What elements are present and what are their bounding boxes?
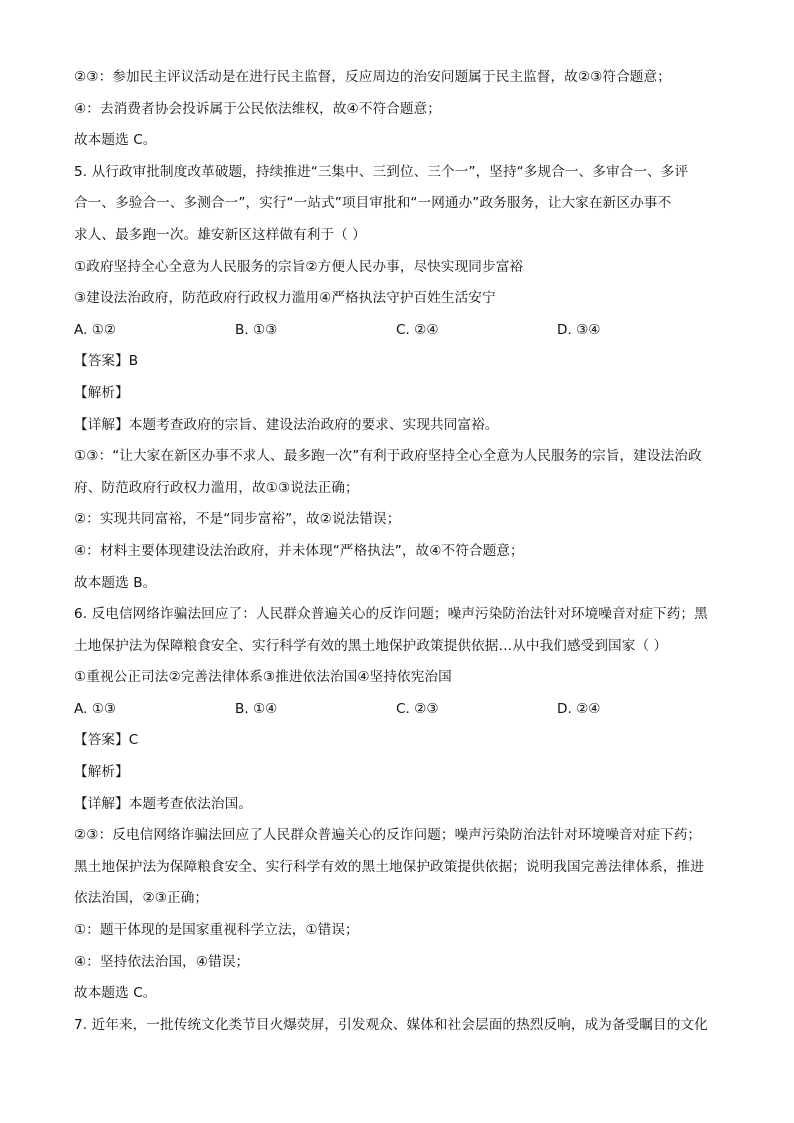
text-line: 故本题选 C。 [74, 132, 157, 149]
question-6-detail: ④：坚持依法治国，④错误； [74, 953, 250, 970]
question-5-stem: 5. 从行政审批制度改革破题，持续推进“三集中、三到位、三个一”，坚持“多规合一、多审合一、多评 [74, 163, 689, 180]
option-c: C. ②④ [396, 321, 439, 338]
question-6-stem: 土地保护法为保障粮食安全、实行科学有效的黑土地保护政策提供依据…从中我们感受到国家（ ） [74, 637, 668, 654]
question-6-detail: ①：题干体现的是国家重视科学立法，①错误； [74, 922, 359, 939]
option-d: D. ②④ [557, 700, 601, 717]
question-5-detail: 府、防范政府行政权力滥用，故①③说法正确； [74, 479, 359, 496]
question-6-detail: 依法治国，②③正确； [74, 890, 209, 907]
question-6-detail: 【详解】本题考查依法治国。 [74, 795, 253, 812]
question-5-choices: ①政府坚持全心全意为人民服务的宗旨②方便人民办事，尽快实现同步富裕 [74, 258, 524, 275]
question-6-detail: 故本题选 C。 [74, 985, 157, 1002]
option-b: B. ①③ [235, 321, 278, 338]
question-5-stem: 求人、最多跑一次。雄安新区这样做有利于（ ） [74, 226, 366, 243]
question-5-detail: 故本题选 B。 [74, 574, 157, 591]
question-5-answer: 【答案】B [74, 353, 139, 370]
option-b: B. ①④ [235, 700, 278, 717]
question-5-analysis-label: 【解析】 [74, 384, 129, 401]
question-5-detail: ②：实现共同富裕，不是“同步富裕”，故②说法错误； [74, 511, 401, 528]
question-6-choices: ①重视公正司法②完善法律体系③推进依法治国④坚持依宪治国 [74, 669, 452, 686]
question-5-detail: ④：材料主要体现建设法治政府，并未体现“严格执法”，故④不符合题意； [74, 542, 524, 559]
question-5-options [74, 315, 724, 347]
question-7-stem: 7. 近年来，一批传统文化类节目火爆荧屏，引发观众、媒体和社会层面的热烈反响，成为备受瞩目的文化 [74, 1016, 708, 1033]
question-6-stem: 6. 反电信网络诈骗法回应了：人民群众普遍关心的反诈问题；噪声污染防治法针对环境噪音对症下药；黑 [74, 606, 708, 623]
option-a: A. ①③ [74, 700, 117, 717]
question-6-answer: 【答案】C [74, 732, 139, 749]
option-c: C. ②③ [396, 700, 439, 717]
question-5-choices: ③建设法治政府，防范政府行政权力滥用④严格执法守护百姓生活安宁 [74, 290, 496, 307]
question-6-options [74, 694, 724, 726]
option-a: A. ①② [74, 321, 117, 338]
text-line: ④：去消费者协会投诉属于公民依法维权，故④不符合题意； [74, 100, 441, 117]
question-6-detail: ②③：反电信网络诈骗法回应了人民群众普遍关心的反诈问题；噪声污染防治法针对环境噪音对症下药； [74, 827, 702, 844]
text-line: ②③：参加民主评议活动是在进行民主监督，反应周边的治安问题属于民主监督，故②③符合题意； [74, 69, 671, 85]
question-6-detail: 黑土地保护法为保障粮食安全、实行科学有效的黑土地保护政策提供依据；说明我国完善法律体系，推进 [74, 858, 704, 875]
question-5-detail: ①③：“让大家在新区办事不求人、最多跑一次”有利于政府坚持全心全意为人民服务的宗旨，建设法治政 [74, 448, 702, 465]
question-5-stem: 合一、多验合一、多测合一”，实行“一站式”项目审批和“一网通办”政务服务，让大家在新区办事不 [74, 195, 672, 212]
option-d: D. ③④ [557, 321, 601, 338]
document-page [74, 62, 724, 1041]
question-5-detail: 【详解】本题考查政府的宗旨、建设法治政府的要求、实现共同富裕。 [74, 416, 499, 433]
question-6-analysis-label: 【解析】 [74, 764, 129, 781]
